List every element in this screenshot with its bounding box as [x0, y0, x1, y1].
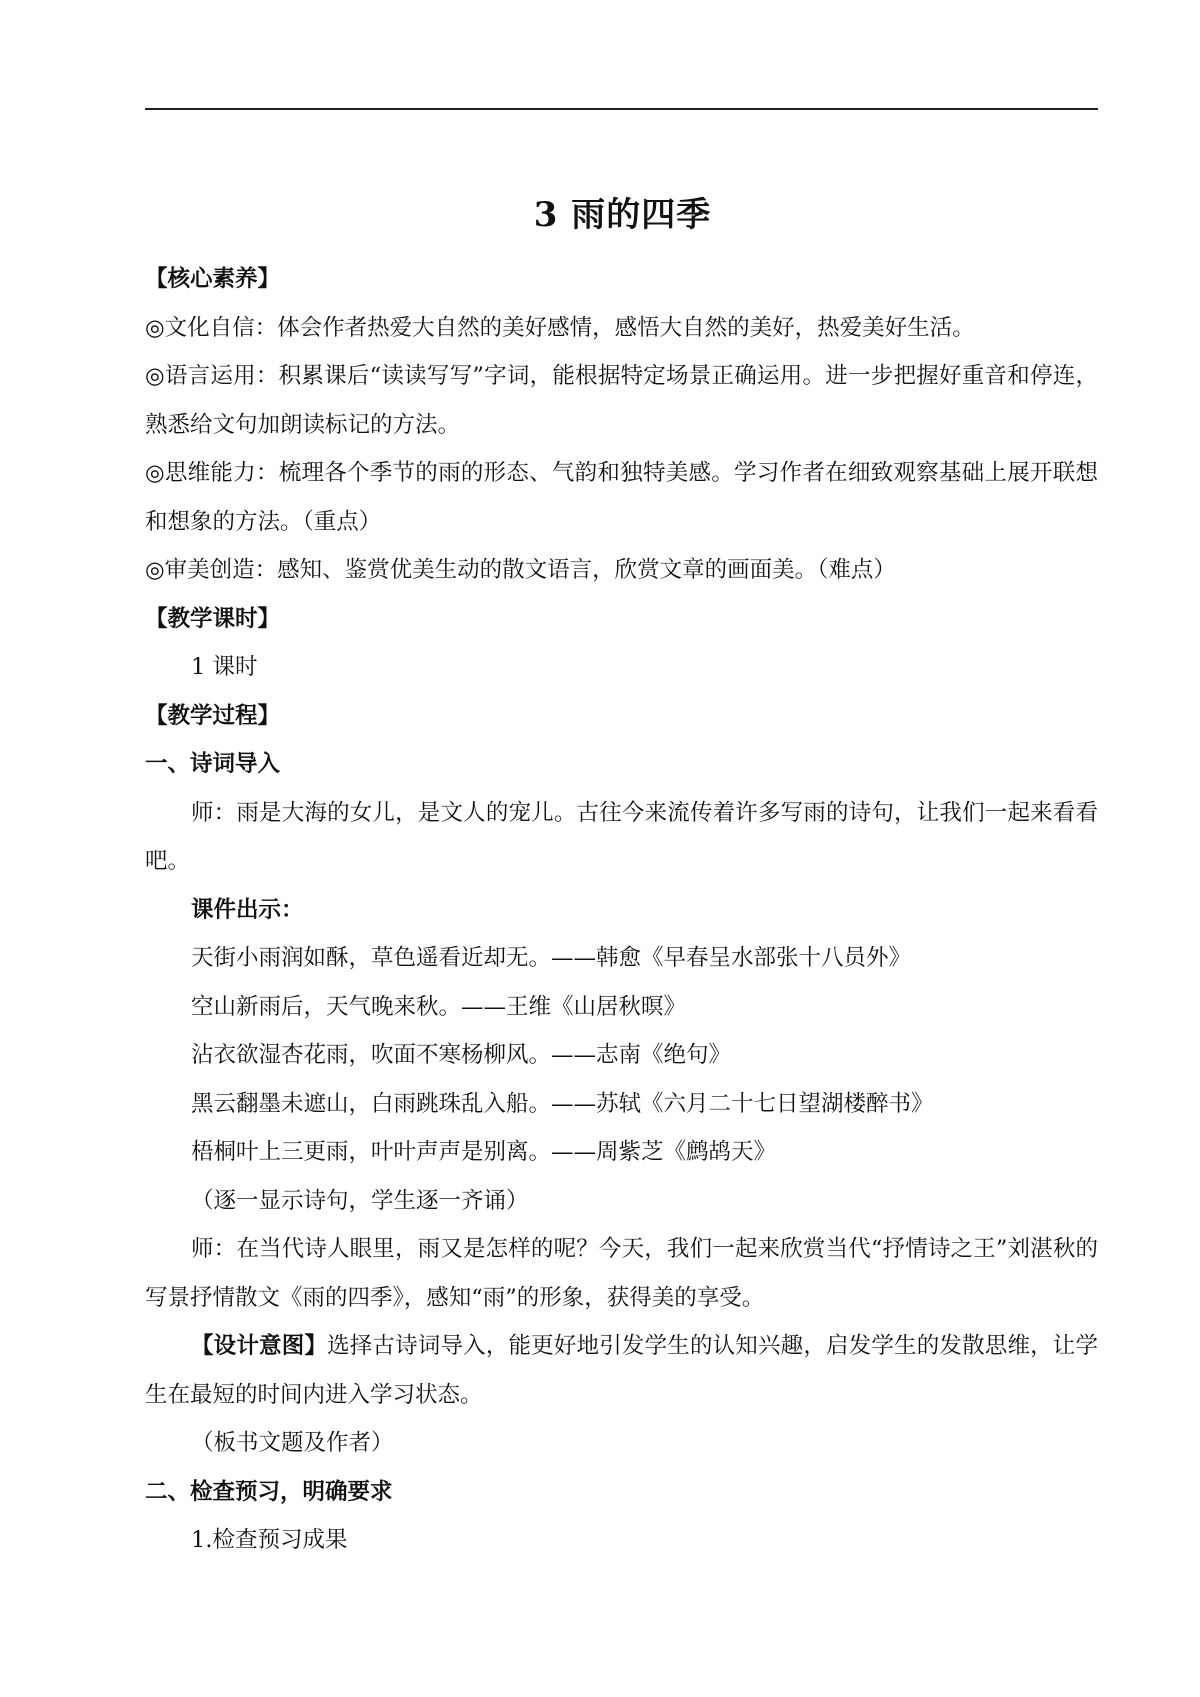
core-literacy-heading: 【核心素养】 [145, 266, 281, 292]
poem-line: 沾衣欲湿杏花雨，吹面不寒杨柳风。——志南《绝句》 [191, 1042, 732, 1068]
header-rule [145, 108, 1098, 110]
design-intent [145, 1322, 1098, 1419]
poem-line: 梧桐叶上三更雨，叶叶声声是别离。——周紫芝《鹧鸪天》 [191, 1139, 777, 1165]
courseware-label: 课件出示： [191, 896, 304, 923]
design-intent-text: 选择古诗词导入，能更好地引发学生的认知兴趣，启发学生的发散思维，让学生在最短的时间内进入学习状态。 [145, 1333, 1098, 1408]
teacher-intro: 师：雨是大海的女儿，是文人的宠儿。古往今来流传着许多写雨的诗句，让我们一起来看看吧。 [145, 799, 1098, 874]
section1-heading: 一、诗词导入 [145, 751, 281, 777]
design-intent-label: 【设计意图】 [191, 1333, 328, 1359]
lesson-title: 3 雨的四季 [533, 195, 712, 235]
teacher-question: 师：在当代诗人眼里，雨又是怎样的呢？今天，我们一起来欣赏当代“抒情诗之王”刘湛秋的写景抒情散文《雨的四季》，感知“雨”的形象，获得美的享受。 [145, 1236, 1098, 1311]
recitation-note: （逐一显示诗句，学生逐一齐诵） [191, 1187, 529, 1214]
core-thinking: ◎思维能力：梳理各个季节的雨的形态、气韵和独特美感。学习作者在细致观察基础上展开联想和想象的方法。（重点） [145, 460, 1098, 535]
poem-line: 黑云翻墨未遮山，白雨跳珠乱入船。——苏轼《六月二十七日望湖楼醉书》 [191, 1090, 934, 1117]
process-heading: 【教学过程】 [145, 702, 281, 729]
core-aesthetic: ◎审美创造：感知、鉴赏优美生动的散文语言，欣赏文章的画面美。（难点） [145, 557, 896, 583]
lesson-body [145, 255, 1098, 1565]
core-culture: ◎文化自信：体会作者热爱大自然的美好感情，感悟大自然的美好，热爱美好生活。 [145, 314, 975, 341]
poem-line: 天街小雨润如酥，草色遥看近却无。——韩愈《早春呈水部张十八员外》 [191, 945, 912, 971]
section2-heading: 二、检查预习，明确要求 [145, 1478, 393, 1505]
board-note: （板书文题及作者） [191, 1430, 394, 1456]
class-hours-value: 1 课时 [191, 654, 258, 680]
preview-check-item: 1.检查预习成果 [191, 1527, 348, 1553]
poem-line: 空山新雨后，天气晚来秋。——王维《山居秋暝》 [191, 993, 687, 1020]
core-language: ◎语言运用：积累课后“读读写写”字词，能根据特定场景正确运用。进一步把握好重音和停连，熟悉给文句加朗读标记的方法。 [145, 363, 1098, 438]
class-hours-heading: 【教学课时】 [145, 605, 281, 632]
